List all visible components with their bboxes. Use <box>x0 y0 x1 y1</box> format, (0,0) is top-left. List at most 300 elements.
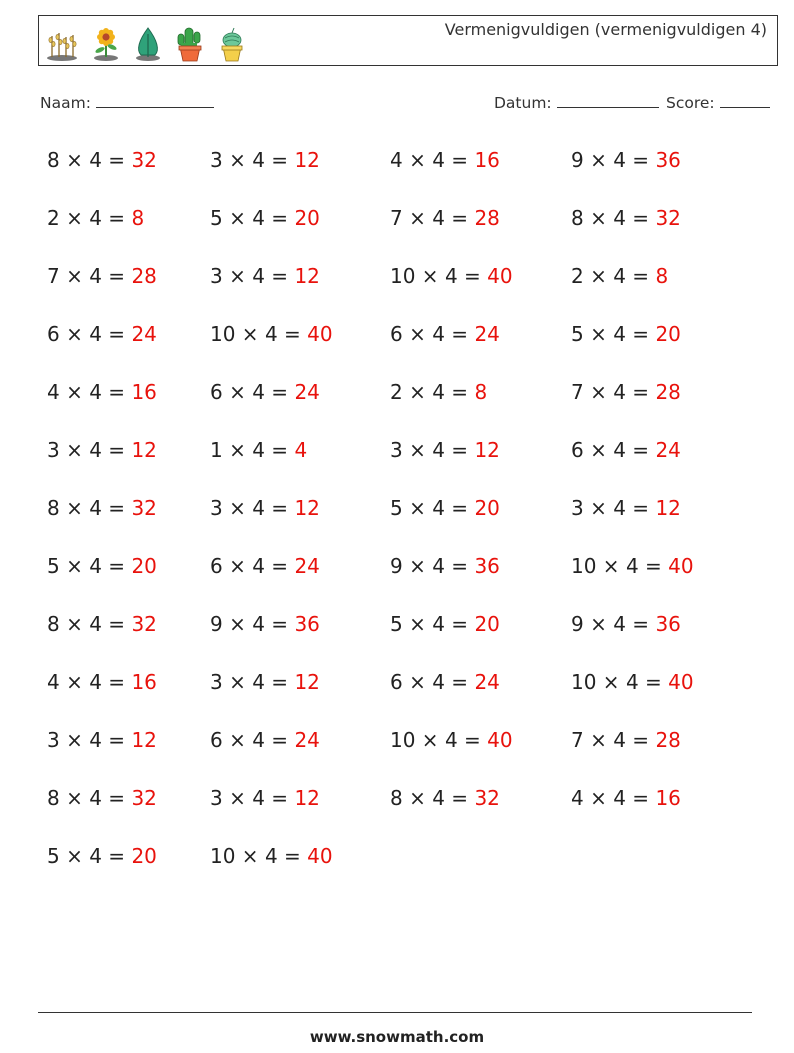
times-sign: × <box>222 612 253 636</box>
answer: 36 <box>474 554 500 578</box>
factor-b: 4 <box>432 206 445 230</box>
problem-item <box>47 612 157 636</box>
answer: 4 <box>294 438 308 462</box>
problem-item <box>210 496 320 520</box>
tree-icon <box>133 26 163 62</box>
equals-sign: = <box>444 496 475 520</box>
date-field[interactable] <box>494 93 659 112</box>
factor-b: 4 <box>264 844 278 868</box>
answer: 8 <box>474 380 488 404</box>
equals-sign: = <box>444 322 475 346</box>
times-sign: × <box>235 322 265 346</box>
problem-item <box>210 264 320 288</box>
problem-item <box>571 612 681 636</box>
factor-b: 4 <box>432 786 445 810</box>
times-sign: × <box>59 438 90 462</box>
factor-a: 2 <box>571 264 584 288</box>
answer: 40 <box>487 728 513 752</box>
times-sign: × <box>415 264 445 288</box>
score-blank-line[interactable] <box>720 93 770 108</box>
factor-a: 6 <box>390 322 403 346</box>
plant-pot-icon <box>217 26 247 62</box>
answer: 12 <box>294 264 320 288</box>
date-blank-line[interactable] <box>557 93 659 108</box>
factor-a: 5 <box>571 322 584 346</box>
factor-a: 4 <box>390 148 403 172</box>
times-sign: × <box>402 438 433 462</box>
answer: 24 <box>294 728 320 752</box>
factor-b: 4 <box>89 438 102 462</box>
answer: 24 <box>655 438 681 462</box>
factor-b: 4 <box>432 438 445 462</box>
equals-sign: = <box>264 148 295 172</box>
equals-sign: = <box>264 438 295 462</box>
problem-item <box>571 728 681 752</box>
answer: 40 <box>668 670 694 694</box>
problem-item <box>571 380 681 404</box>
problem-item <box>47 264 157 288</box>
factor-b: 4 <box>613 206 626 230</box>
answer: 12 <box>294 670 320 694</box>
factor-b: 4 <box>252 670 265 694</box>
answer: 12 <box>294 786 320 810</box>
equals-sign: = <box>101 206 132 230</box>
factor-b: 4 <box>432 554 445 578</box>
equals-sign: = <box>444 670 475 694</box>
factor-a: 3 <box>571 496 584 520</box>
factor-b: 4 <box>432 322 445 346</box>
problem-item <box>210 148 320 172</box>
factor-a: 5 <box>47 844 60 868</box>
equals-sign: = <box>264 496 295 520</box>
factor-b: 4 <box>613 728 626 752</box>
answer: 32 <box>131 148 157 172</box>
answer: 16 <box>131 670 157 694</box>
times-sign: × <box>59 844 90 868</box>
factor-b: 4 <box>89 786 102 810</box>
factor-b: 4 <box>89 612 102 636</box>
answer: 20 <box>131 844 157 868</box>
problem-item <box>47 786 157 810</box>
problem-item <box>390 670 500 694</box>
factor-a: 7 <box>47 264 60 288</box>
factor-a: 8 <box>47 496 60 520</box>
times-sign: × <box>415 728 445 752</box>
factor-b: 4 <box>432 380 445 404</box>
times-sign: × <box>222 670 253 694</box>
factor-a: 2 <box>390 380 403 404</box>
answer: 12 <box>131 728 157 752</box>
equals-sign: = <box>444 612 475 636</box>
answer: 32 <box>131 612 157 636</box>
worksheet-title: Vermenigvuldigen (vermenigvuldigen 4) <box>444 20 767 39</box>
times-sign: × <box>402 670 433 694</box>
equals-sign: = <box>625 612 656 636</box>
equals-sign: = <box>625 322 656 346</box>
equals-sign: = <box>101 670 132 694</box>
equals-sign: = <box>625 438 656 462</box>
name-blank-line[interactable] <box>96 93 214 108</box>
factor-b: 4 <box>252 554 265 578</box>
factor-a: 6 <box>210 554 223 578</box>
times-sign: × <box>596 554 626 578</box>
factor-a: 8 <box>47 612 60 636</box>
factor-a: 3 <box>210 496 223 520</box>
factor-a: 8 <box>47 786 60 810</box>
times-sign: × <box>402 148 433 172</box>
answer: 12 <box>294 148 320 172</box>
equals-sign: = <box>101 554 132 578</box>
problem-item <box>571 554 694 578</box>
factor-b: 4 <box>444 728 458 752</box>
factor-a: 10 <box>390 264 416 288</box>
problem-item <box>390 554 500 578</box>
equals-sign: = <box>101 380 132 404</box>
times-sign: × <box>402 612 433 636</box>
answer: 28 <box>474 206 500 230</box>
answer: 40 <box>307 322 333 346</box>
equals-sign: = <box>101 786 132 810</box>
factor-b: 4 <box>252 148 265 172</box>
answer: 12 <box>655 496 681 520</box>
equals-sign: = <box>638 554 669 578</box>
answer: 28 <box>131 264 157 288</box>
factor-b: 4 <box>432 612 445 636</box>
factor-a: 9 <box>571 612 584 636</box>
factor-b: 4 <box>613 786 626 810</box>
times-sign: × <box>583 148 614 172</box>
problem-item <box>390 206 500 230</box>
times-sign: × <box>222 148 253 172</box>
factor-a: 7 <box>571 728 584 752</box>
equals-sign: = <box>457 728 488 752</box>
footer-url: www.snowmath.com <box>309 1028 485 1046</box>
factor-b: 4 <box>252 206 265 230</box>
times-sign: × <box>59 670 90 694</box>
factor-b: 4 <box>613 496 626 520</box>
times-sign: × <box>222 206 253 230</box>
factor-b: 4 <box>89 148 102 172</box>
factor-a: 10 <box>390 728 416 752</box>
factor-b: 4 <box>432 148 445 172</box>
problem-item <box>47 380 157 404</box>
answer: 20 <box>131 554 157 578</box>
answer: 24 <box>294 380 320 404</box>
times-sign: × <box>583 206 614 230</box>
factor-a: 6 <box>390 670 403 694</box>
problem-item <box>571 206 681 230</box>
factor-a: 1 <box>210 438 223 462</box>
factor-a: 8 <box>571 206 584 230</box>
factor-a: 7 <box>390 206 403 230</box>
answer: 32 <box>655 206 681 230</box>
answer: 16 <box>655 786 681 810</box>
answer: 40 <box>307 844 333 868</box>
answer: 12 <box>131 438 157 462</box>
answer: 16 <box>474 148 500 172</box>
problem-item <box>390 728 513 752</box>
equals-sign: = <box>444 148 475 172</box>
times-sign: × <box>59 206 90 230</box>
problem-item <box>210 786 320 810</box>
equals-sign: = <box>277 844 308 868</box>
problem-item <box>390 264 513 288</box>
footer-divider <box>38 1012 752 1013</box>
factor-a: 3 <box>390 438 403 462</box>
factor-a: 5 <box>390 496 403 520</box>
problem-item <box>571 148 681 172</box>
equals-sign: = <box>101 496 132 520</box>
problem-item <box>571 786 681 810</box>
times-sign: × <box>402 554 433 578</box>
factor-b: 4 <box>89 728 102 752</box>
equals-sign: = <box>264 264 295 288</box>
problem-item <box>210 554 320 578</box>
times-sign: × <box>596 670 626 694</box>
problem-item <box>47 496 157 520</box>
factor-a: 6 <box>571 438 584 462</box>
name-field[interactable] <box>40 93 214 112</box>
equals-sign: = <box>444 206 475 230</box>
times-sign: × <box>402 496 433 520</box>
factor-b: 4 <box>252 612 265 636</box>
factor-a: 4 <box>571 786 584 810</box>
equals-sign: = <box>638 670 669 694</box>
score-label: Score: <box>666 94 715 112</box>
factor-b: 4 <box>252 786 265 810</box>
problem-item <box>390 438 500 462</box>
times-sign: × <box>402 786 433 810</box>
times-sign: × <box>583 496 614 520</box>
factor-b: 4 <box>613 612 626 636</box>
factor-a: 3 <box>210 670 223 694</box>
equals-sign: = <box>264 380 295 404</box>
factor-b: 4 <box>252 380 265 404</box>
problem-item <box>210 612 320 636</box>
equals-sign: = <box>625 496 656 520</box>
times-sign: × <box>235 844 265 868</box>
factor-b: 4 <box>89 670 102 694</box>
factor-b: 4 <box>444 264 458 288</box>
factor-b: 4 <box>432 496 445 520</box>
equals-sign: = <box>101 322 132 346</box>
factor-a: 4 <box>47 670 60 694</box>
problem-item <box>47 728 157 752</box>
equals-sign: = <box>444 380 475 404</box>
factor-b: 4 <box>89 496 102 520</box>
factor-a: 3 <box>210 786 223 810</box>
header-box <box>38 15 778 66</box>
equals-sign: = <box>277 322 308 346</box>
factor-a: 9 <box>390 554 403 578</box>
factor-b: 4 <box>252 438 265 462</box>
factor-a: 3 <box>210 148 223 172</box>
answer: 32 <box>131 496 157 520</box>
problem-item <box>390 148 500 172</box>
times-sign: × <box>583 728 614 752</box>
factor-b: 4 <box>613 438 626 462</box>
equals-sign: = <box>264 206 295 230</box>
answer: 12 <box>294 496 320 520</box>
equals-sign: = <box>625 380 656 404</box>
times-sign: × <box>222 554 253 578</box>
problem-item <box>210 322 333 346</box>
factor-a: 4 <box>47 380 60 404</box>
factor-a: 3 <box>210 264 223 288</box>
equals-sign: = <box>625 148 656 172</box>
times-sign: × <box>59 728 90 752</box>
factor-a: 9 <box>571 148 584 172</box>
factor-a: 6 <box>47 322 60 346</box>
problem-item <box>47 670 157 694</box>
equals-sign: = <box>101 728 132 752</box>
factor-b: 4 <box>89 844 102 868</box>
factor-b: 4 <box>252 728 265 752</box>
times-sign: × <box>59 786 90 810</box>
answer: 36 <box>655 612 681 636</box>
wheat-icon <box>45 28 79 62</box>
factor-a: 6 <box>210 728 223 752</box>
equals-sign: = <box>444 786 475 810</box>
times-sign: × <box>222 728 253 752</box>
answer: 20 <box>655 322 681 346</box>
times-sign: × <box>222 786 253 810</box>
factor-b: 4 <box>252 264 265 288</box>
factor-a: 6 <box>210 380 223 404</box>
header-icons <box>45 24 247 62</box>
factor-b: 4 <box>89 554 102 578</box>
problem-item <box>47 206 144 230</box>
factor-b: 4 <box>613 380 626 404</box>
answer: 36 <box>294 612 320 636</box>
times-sign: × <box>222 380 253 404</box>
problem-item <box>390 496 500 520</box>
factor-a: 8 <box>47 148 60 172</box>
factor-a: 8 <box>390 786 403 810</box>
problem-item <box>210 844 333 868</box>
problem-item <box>571 670 694 694</box>
name-label: Naam: <box>40 94 91 112</box>
equals-sign: = <box>444 554 475 578</box>
problem-item <box>390 612 500 636</box>
equals-sign: = <box>101 148 132 172</box>
times-sign: × <box>59 148 90 172</box>
times-sign: × <box>59 322 90 346</box>
equals-sign: = <box>444 438 475 462</box>
answer: 32 <box>474 786 500 810</box>
problem-item <box>210 728 320 752</box>
answer: 12 <box>474 438 500 462</box>
answer: 8 <box>655 264 669 288</box>
factor-a: 10 <box>210 844 236 868</box>
factor-b: 4 <box>89 380 102 404</box>
answer: 40 <box>487 264 513 288</box>
factor-a: 5 <box>390 612 403 636</box>
times-sign: × <box>59 264 90 288</box>
problem-item <box>47 322 157 346</box>
problem-item <box>47 148 157 172</box>
equals-sign: = <box>625 264 656 288</box>
factor-b: 4 <box>89 322 102 346</box>
problem-item <box>210 206 320 230</box>
problem-item <box>210 670 320 694</box>
cactus-pot-icon <box>175 24 205 62</box>
equals-sign: = <box>625 786 656 810</box>
factor-b: 4 <box>264 322 278 346</box>
answer: 24 <box>131 322 157 346</box>
factor-a: 5 <box>210 206 223 230</box>
factor-b: 4 <box>625 670 639 694</box>
problem-item <box>571 322 681 346</box>
factor-b: 4 <box>613 264 626 288</box>
equals-sign: = <box>457 264 488 288</box>
factor-a: 3 <box>47 438 60 462</box>
problem-item <box>571 264 668 288</box>
factor-a: 10 <box>210 322 236 346</box>
equals-sign: = <box>625 206 656 230</box>
answer: 20 <box>474 612 500 636</box>
answer: 24 <box>474 322 500 346</box>
problem-item <box>47 554 157 578</box>
problem-item <box>571 438 681 462</box>
answer: 36 <box>655 148 681 172</box>
factor-b: 4 <box>432 670 445 694</box>
factor-b: 4 <box>252 496 265 520</box>
score-field[interactable] <box>666 93 770 112</box>
times-sign: × <box>59 380 90 404</box>
answer: 24 <box>294 554 320 578</box>
times-sign: × <box>402 322 433 346</box>
factor-b: 4 <box>613 322 626 346</box>
equals-sign: = <box>101 844 132 868</box>
equals-sign: = <box>264 786 295 810</box>
problem-item <box>390 786 500 810</box>
times-sign: × <box>402 380 433 404</box>
equals-sign: = <box>625 728 656 752</box>
problem-item <box>571 496 681 520</box>
times-sign: × <box>583 786 614 810</box>
problem-item <box>47 844 157 868</box>
times-sign: × <box>402 206 433 230</box>
problem-item <box>47 438 157 462</box>
problem-item <box>390 380 487 404</box>
answer: 16 <box>131 380 157 404</box>
answer: 20 <box>474 496 500 520</box>
equals-sign: = <box>264 554 295 578</box>
factor-a: 10 <box>571 554 597 578</box>
problem-item <box>210 438 307 462</box>
factor-b: 4 <box>625 554 639 578</box>
equals-sign: = <box>101 438 132 462</box>
times-sign: × <box>583 612 614 636</box>
equals-sign: = <box>264 728 295 752</box>
factor-a: 3 <box>47 728 60 752</box>
factor-b: 4 <box>89 264 102 288</box>
answer: 28 <box>655 380 681 404</box>
factor-a: 5 <box>47 554 60 578</box>
answer: 32 <box>131 786 157 810</box>
factor-a: 10 <box>571 670 597 694</box>
problem-item <box>390 322 500 346</box>
equals-sign: = <box>264 612 295 636</box>
date-label: Datum: <box>494 94 552 112</box>
times-sign: × <box>583 438 614 462</box>
problem-item <box>210 380 320 404</box>
sunflower-icon <box>91 26 121 62</box>
factor-a: 7 <box>571 380 584 404</box>
times-sign: × <box>583 380 614 404</box>
answer: 20 <box>294 206 320 230</box>
